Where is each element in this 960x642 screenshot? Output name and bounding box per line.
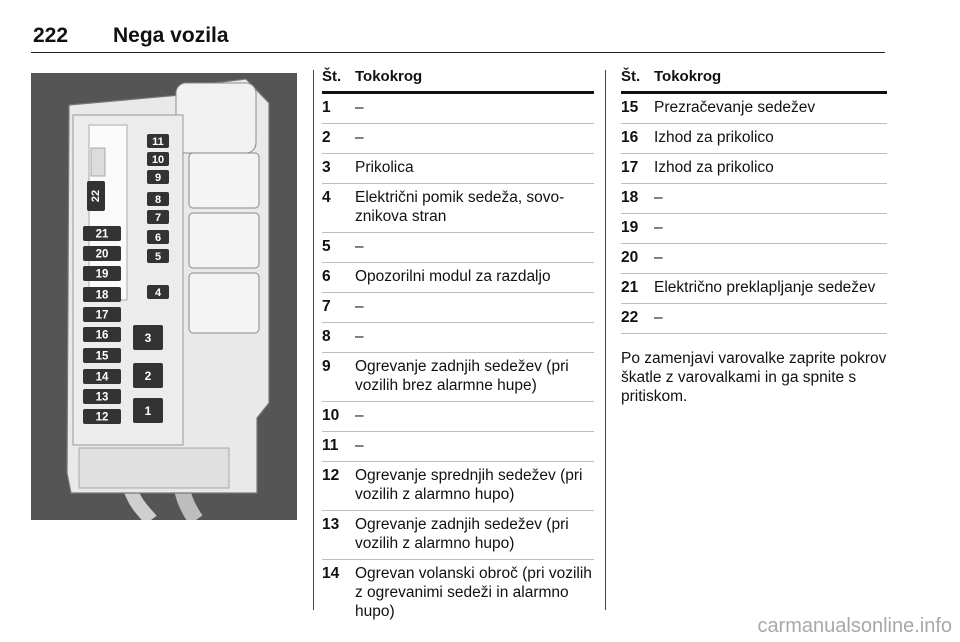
row-circuit: Prezračevanje sedežev	[654, 99, 816, 116]
row-circuit: –	[654, 309, 663, 326]
fuse-7	[147, 210, 169, 224]
fuse-label-4: 4	[154, 287, 162, 299]
row-circuit: –	[355, 407, 364, 424]
row-circuit: –	[355, 99, 364, 116]
fuse-label-2: 2	[144, 369, 152, 383]
fuse-10	[147, 152, 169, 166]
table-row	[621, 184, 887, 214]
row-circuit: –	[355, 298, 364, 315]
fuse-label-3: 3	[144, 331, 152, 345]
row-circuit: Izhod za prikolico	[654, 129, 774, 146]
column-divider-right	[605, 70, 606, 610]
table-row	[621, 94, 887, 124]
table-row	[322, 124, 594, 154]
row-number: 2	[322, 129, 331, 146]
row-circuit: Opozorilni modul za razdaljo	[355, 268, 551, 285]
row-number: 1	[322, 99, 331, 116]
row-number: 11	[322, 437, 339, 454]
row-circuit: Ogrevanje sprednjih sedežev (pri vozilih z alarmno hupo)	[355, 467, 583, 503]
row-circuit: Ogrevanje zadnjih sedežev (pri vozilih brez alarmne hupe)	[355, 358, 569, 394]
fuse-14	[83, 369, 121, 384]
fuse-21	[83, 226, 121, 241]
fuse-19	[83, 266, 121, 281]
table-row	[322, 263, 594, 293]
row-number: 4	[322, 189, 331, 206]
fuse-15	[83, 348, 121, 363]
fuse-9	[147, 170, 169, 184]
table-row	[322, 293, 594, 323]
fuse-label-11: 11	[152, 136, 164, 148]
fuse-label-1: 1	[144, 404, 152, 418]
watermark: carmanualsonline.info	[757, 615, 952, 637]
closing-note: Po zamenjavi varovalke zaprite pokrov škatle z varovalkami in ga spnite s pritiskom.	[621, 350, 887, 405]
table-row	[322, 184, 594, 233]
fuse-label-14: 14	[95, 371, 109, 384]
fuse-label-16: 16	[95, 329, 109, 342]
row-number: 9	[322, 358, 331, 375]
row-number: 13	[322, 516, 340, 533]
table-row	[322, 402, 594, 432]
fuse-16	[83, 327, 121, 342]
table-row	[322, 560, 594, 627]
row-number: 3	[322, 159, 331, 176]
table-row	[322, 432, 594, 462]
fuse-table-left	[322, 66, 594, 627]
fuse-label-13: 13	[95, 391, 109, 404]
row-number: 8	[322, 328, 331, 345]
row-number: 6	[322, 268, 331, 285]
fuse-label-18: 18	[95, 289, 109, 302]
row-number: 20	[621, 249, 639, 266]
row-number: 15	[621, 99, 639, 116]
row-number: 5	[322, 238, 331, 255]
table-header	[322, 66, 594, 94]
table-row	[621, 214, 887, 244]
row-circuit: –	[654, 189, 663, 206]
row-number: 10	[322, 407, 340, 424]
table-row	[322, 94, 594, 124]
table-row	[621, 304, 887, 334]
fuse-label-19: 19	[95, 268, 109, 281]
row-circuit: –	[355, 437, 364, 454]
row-circuit: Prikolica	[355, 159, 414, 176]
fuse-label-12: 12	[95, 411, 109, 424]
row-circuit: Električni pomik sedeža, sovo-znikova stran	[355, 189, 565, 225]
fuse-20	[83, 246, 121, 261]
table-row	[322, 462, 594, 511]
fuse-22	[87, 181, 105, 211]
row-circuit: –	[654, 249, 663, 266]
fuse-label-9: 9	[154, 172, 162, 184]
fuse-label-20: 20	[95, 248, 109, 261]
row-number: 16	[621, 129, 639, 146]
row-number: 12	[322, 467, 340, 484]
column-header-circuit: Tokokrog	[355, 68, 423, 85]
table-row	[322, 353, 594, 402]
row-circuit: –	[355, 238, 364, 255]
column-header-circuit: Tokokrog	[654, 68, 722, 85]
table-row	[322, 511, 594, 560]
column-header-number: Št.	[621, 68, 641, 85]
column-divider-left	[313, 70, 314, 610]
row-number: 17	[621, 159, 639, 176]
fuse-label-8: 8	[154, 194, 162, 206]
fuse-label-22: 22	[89, 189, 102, 203]
table-row	[322, 233, 594, 263]
fuse-12	[83, 409, 121, 424]
fuse-1	[133, 398, 163, 423]
page-number: 222	[33, 24, 69, 47]
fuse-5	[147, 249, 169, 263]
row-circuit: –	[654, 219, 663, 236]
row-number: 18	[621, 189, 639, 206]
fuse-17	[83, 307, 121, 322]
column-header-number: Št.	[322, 68, 342, 85]
fuse-label-15: 15	[95, 350, 109, 363]
fuse-label-10: 10	[151, 154, 165, 166]
table-row	[322, 154, 594, 184]
fuse-8	[147, 192, 169, 206]
table-row	[621, 274, 887, 304]
row-circuit: –	[355, 328, 364, 345]
table-row	[621, 154, 887, 184]
fuse-label-21: 21	[95, 228, 109, 241]
table-header	[621, 66, 887, 94]
table-row	[621, 244, 887, 274]
fuse-label-17: 17	[95, 309, 109, 322]
fuse-13	[83, 389, 121, 404]
row-number: 21	[621, 279, 639, 296]
fuse-4	[147, 285, 169, 299]
fuse-6	[147, 230, 169, 244]
row-circuit: –	[355, 129, 364, 146]
fuse-label-6: 6	[154, 232, 162, 244]
row-number: 22	[621, 309, 639, 326]
row-circuit: Električno preklapljanje sedežev	[654, 279, 876, 296]
page-header	[31, 22, 885, 53]
page-title: Nega vozila	[113, 24, 229, 47]
row-circuit: Ogrevanje zadnjih sedežev (pri vozilih z alarmno hupo)	[355, 516, 569, 552]
table-row	[322, 323, 594, 353]
fuse-table-right	[621, 66, 887, 406]
fuse-box-illustration	[31, 73, 297, 520]
fuse-label-5: 5	[154, 251, 162, 263]
table-row	[621, 124, 887, 154]
fuse-3	[133, 325, 163, 350]
row-circuit: Izhod za prikolico	[654, 159, 774, 176]
fuse-18	[83, 287, 121, 302]
fuse-label-7: 7	[154, 212, 162, 224]
row-number: 19	[621, 219, 639, 236]
fuse-11	[147, 134, 169, 148]
row-number: 14	[322, 565, 340, 582]
row-number: 7	[322, 298, 331, 315]
row-circuit: Ogrevan volanski obroč (pri vozilih z ogrevanimi sedeži in alarmno hupo)	[355, 565, 592, 620]
fuse-2	[133, 363, 163, 388]
